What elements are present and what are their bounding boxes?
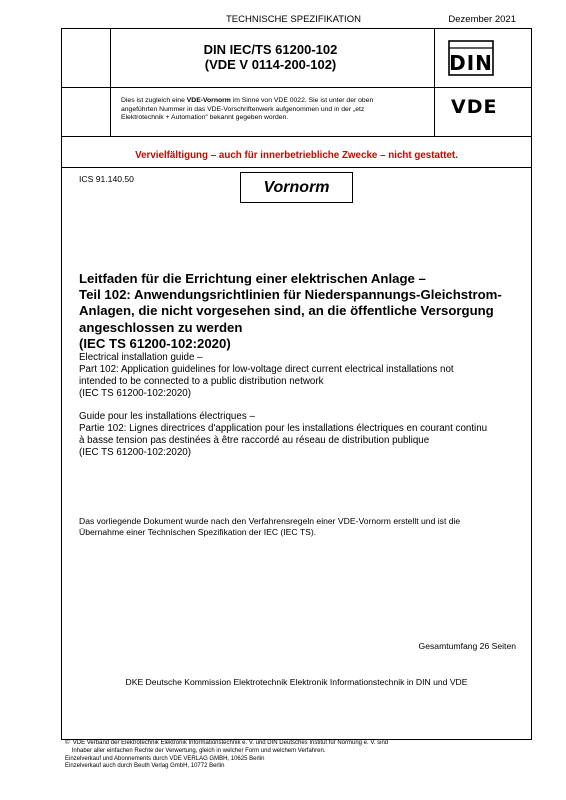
- frame-divider: [434, 29, 435, 136]
- title-english: Electrical installation guide – Part 102: Application guidelines for low-voltage direct current electrical installations not intended to be connected to a public distribution network (IEC TS 61200-102:2020): [79, 352, 454, 400]
- frame-divider: [62, 87, 531, 88]
- total-pages: Gesamtumfang 26 Seiten: [418, 641, 516, 651]
- frame-divider: [62, 136, 531, 137]
- procedure-note: Das vorliegende Dokument wurde nach den Verfahrensregeln einer VDE-Vornorm erstellt und ist die Übernahme einer Technischen Spezifikation der IEC (IEC TS).: [79, 516, 461, 537]
- dke-commission: DKE Deutsche Kommission Elektrotechnik Elektronik Informationstechnik in DIN und VDE: [125, 677, 468, 687]
- title-french: Guide pour les installations électriques – Partie 102: Lignes directrices d'application pour les installations électriques en courant continu à basse tension pas destinées à être raccordé au réseau de distribution publique (IEC TS 61200-102:2020): [79, 411, 488, 459]
- document-number: DIN IEC/TS 61200-102: [203, 42, 338, 57]
- vde-classification-number: (VDE V 0114-200-102): [204, 57, 337, 72]
- copy-restriction-warning: Vervielfältigung – auch für innerbetriebliche Zwecke – nicht gestattet.: [135, 150, 458, 161]
- frame-divider: [62, 167, 531, 168]
- ics-code: ICS 91.140.50: [79, 174, 134, 184]
- vde-logo: VDE: [451, 96, 498, 118]
- document-type-label: TECHNISCHE SPEZIFIKATION: [226, 14, 361, 25]
- publication-date: Dezember 2021: [448, 14, 516, 25]
- title-german: Leitfaden für die Errichtung einer elektrischen Anlage – Teil 102: Anwendungsrichtlinien für Niederspannungs-Gleichstrom- Anlagen, die nicht vorgesehen sind, an die öffentliche Versorgung angeschlossen zu werden (IEC TS 61200-102:2020): [79, 271, 502, 351]
- din-logo: [448, 40, 494, 76]
- svg-text:DIN: DIN: [449, 51, 493, 75]
- document-status-box: Vornorm: [240, 172, 353, 203]
- copyright-footer: © VDE Verband der Elektrotechnik Elektronik Informationstechnik e. V. und DIN Deutsches Institut für Normung e. V. sind Inhaber aller einfachen Rechte der Verwertung, gleich in welcher Form und welchem Verfahren. Einzelverkauf und Abonnements durch VDE VERLAG GMBH, 10625 Berlin Einzelverkauf auch durch Beuth Verlag GmbH, 10772 Berlin: [65, 740, 389, 770]
- frame-divider: [110, 29, 111, 136]
- vde-publication-note: Dies ist zugleich eine VDE-Vornorm im Sinne von VDE 0022. Sie ist unter der oben angeführten Nummer in das VDE-Vorschriftenwerk aufgenommen und in der „etz Elektrotechnik + Automation“ bekannt gegeben worden.: [121, 97, 374, 122]
